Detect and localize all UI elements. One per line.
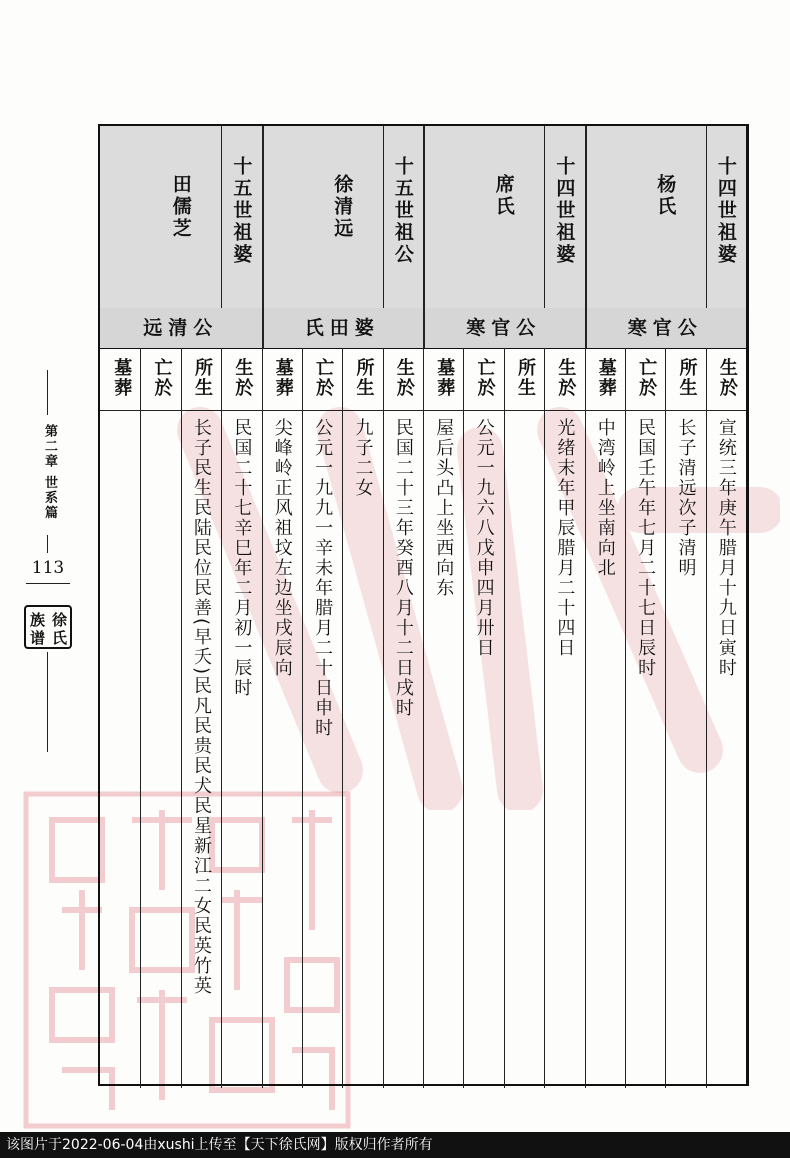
logo-char: 谱 [30, 629, 46, 647]
person-name: 席氏 [492, 174, 515, 218]
spouse-relation: 氏田婆 [304, 317, 380, 339]
generation-title: 十五世祖公 [391, 156, 414, 266]
entry-text: 尖峰岭正风祖坟左边坐戌辰向 [271, 418, 293, 678]
field-label: 墓葬 [434, 358, 456, 398]
field-label: 生於 [232, 358, 254, 398]
side-rule-bottom [47, 652, 48, 752]
column-divider [625, 348, 626, 1088]
field-content-rule [100, 410, 746, 411]
column-divider [262, 348, 263, 1088]
column-divider [665, 348, 666, 1088]
entry-text: 宣统三年庚午腊月十九日寅时 [715, 418, 737, 678]
header-divider [221, 126, 222, 308]
column-divider [342, 348, 343, 1088]
page-number-rule [26, 583, 70, 584]
entry-text: 九子二女 [352, 418, 374, 498]
field-label: 亡於 [474, 358, 496, 398]
column-divider [221, 348, 222, 1088]
field-label: 所生 [514, 358, 536, 398]
logo-char: 氏 [52, 629, 68, 647]
column-divider [463, 348, 464, 1088]
column-divider [585, 348, 586, 1088]
field-label: 所生 [353, 358, 375, 398]
field-label: 亡於 [636, 358, 658, 398]
chapter-label: 第二章 世系篇 [42, 424, 57, 521]
column-divider [706, 348, 707, 1088]
header-divider [706, 126, 707, 308]
person-name: 杨氏 [654, 174, 677, 218]
field-label: 所生 [676, 358, 698, 398]
generation-title: 十四世祖婆 [714, 156, 737, 266]
entry-text: 长子民生民陆民位民善(早夭)民凡民贵民犬民星新江二女民英竹英 [190, 418, 212, 997]
field-label: 生於 [555, 358, 577, 398]
entry-text: 民国二十七辛巳年二月初一辰时 [231, 418, 253, 698]
side-rule-middle [47, 535, 48, 553]
field-label: 墓葬 [595, 358, 617, 398]
column-divider [383, 348, 384, 1088]
entry-text: 民国壬午年七月二十七日辰时 [635, 418, 657, 678]
entry-text: 屋后头凸上坐西向东 [433, 418, 455, 598]
field-label: 生於 [716, 358, 738, 398]
entry-text: 长子清远次子清明 [675, 418, 697, 578]
column-divider [140, 348, 141, 1088]
spouse-relation: 寒官公 [627, 317, 703, 339]
upload-notice: 该图片于2022-06-04由xushi上传至【天下徐氏网】版权归作者所有 [0, 1132, 790, 1158]
person-name: 徐清远 [331, 174, 354, 240]
side-rule-top [47, 370, 48, 415]
column-divider [544, 348, 545, 1088]
field-label: 生於 [393, 358, 415, 398]
logo-char: 徐 [52, 611, 68, 629]
page-number: 113 [31, 558, 65, 578]
field-label: 亡於 [313, 358, 335, 398]
field-label: 墓葬 [272, 358, 294, 398]
field-label: 亡於 [151, 358, 173, 398]
spouse-relation: 寒官公 [466, 317, 542, 339]
entry-text: 公元一九六八戊申四月卅日 [473, 418, 495, 658]
genealogy-logo [24, 605, 72, 649]
entry-text: 公元一九九一辛未年腊月二十日申时 [312, 418, 334, 738]
entry-text: 中湾岭上坐南向北 [594, 418, 616, 578]
generation-title: 十四世祖婆 [553, 156, 576, 266]
person-name: 田儒芝 [169, 174, 192, 240]
entry-text: 民国二十三年癸酉八月十二日戌时 [392, 418, 414, 718]
spouse-relation: 远清公 [143, 317, 219, 339]
generation-title: 十五世祖婆 [230, 156, 253, 266]
header-divider [383, 126, 384, 308]
column-divider [423, 348, 424, 1088]
field-label: 墓葬 [111, 358, 133, 398]
header-divider [544, 126, 545, 308]
logo-char: 族 [30, 611, 46, 629]
column-divider [181, 348, 182, 1088]
column-divider [302, 348, 303, 1088]
entry-text: 光绪末年甲辰腊月二十四日 [554, 418, 576, 658]
field-label: 所生 [191, 358, 213, 398]
genealogy-table [98, 124, 749, 1086]
column-divider [504, 348, 505, 1088]
